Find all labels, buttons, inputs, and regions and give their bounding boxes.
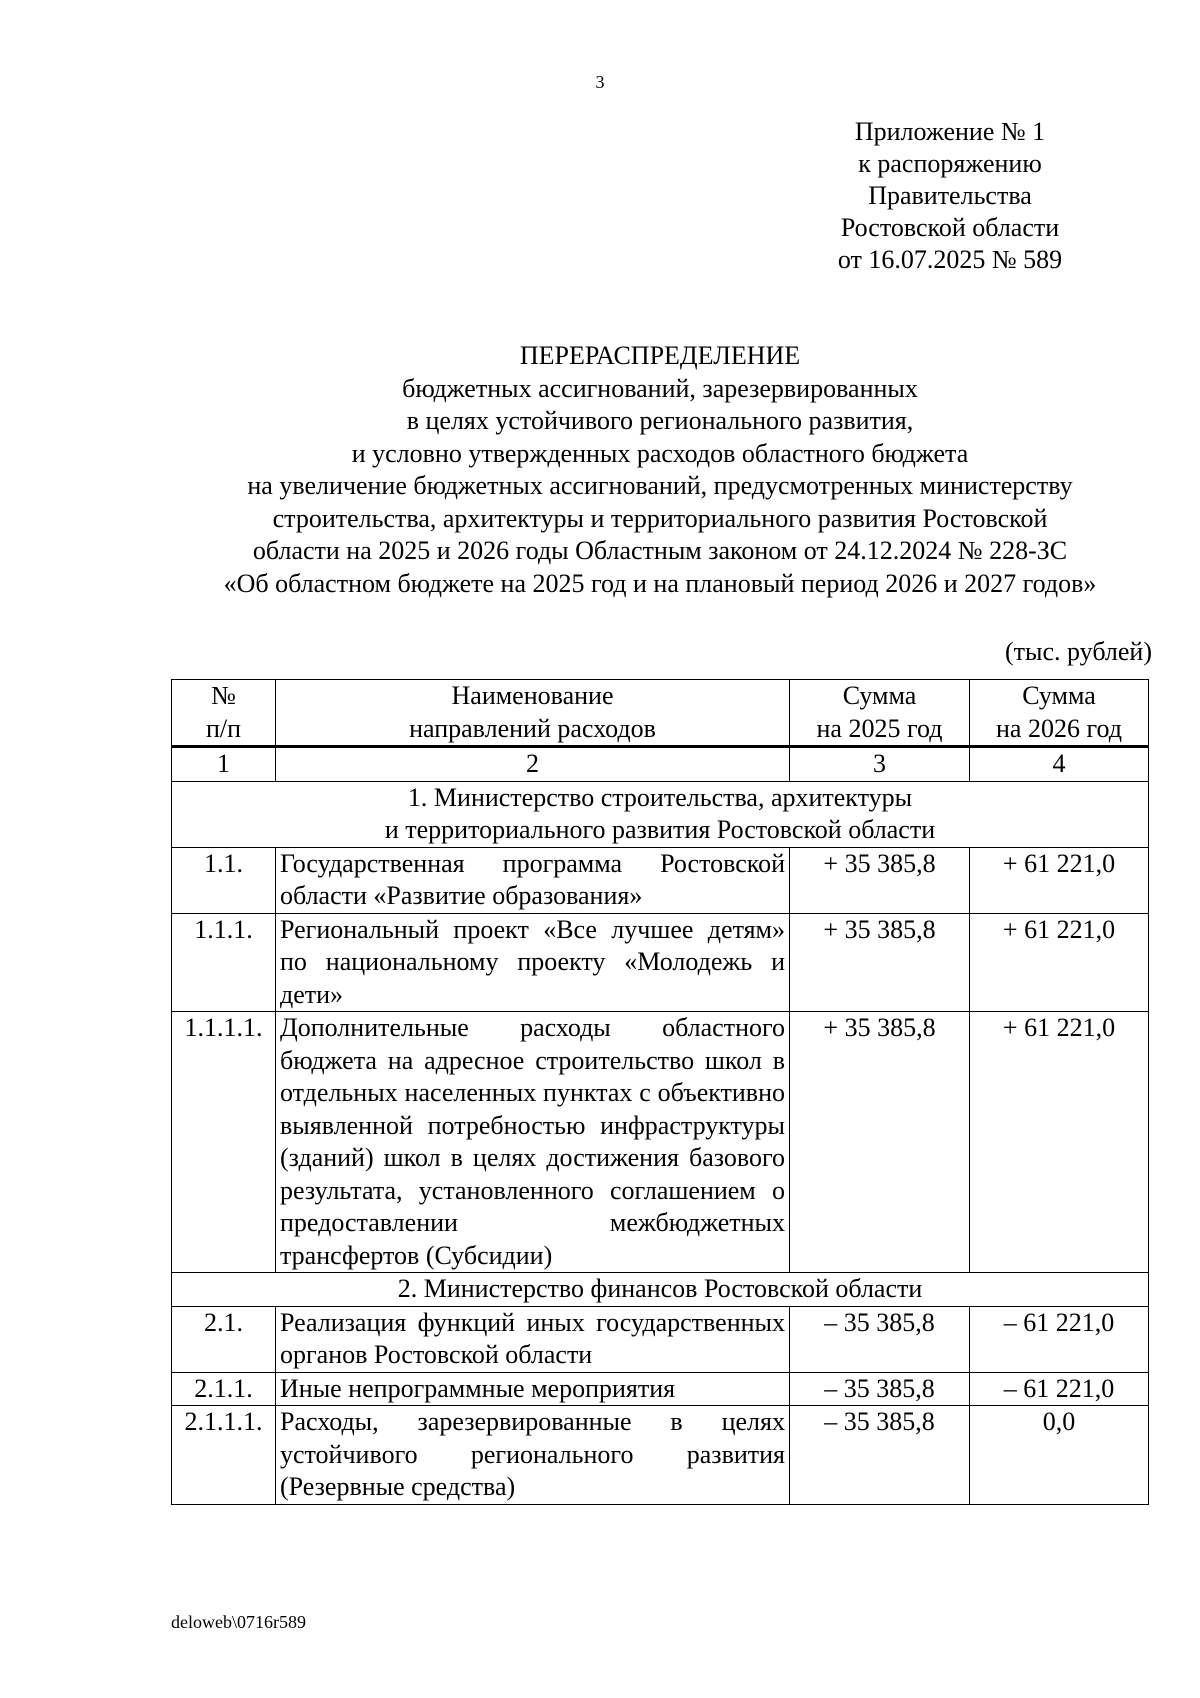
table-row <box>172 847 1149 913</box>
row-sum-2026: 0,0 <box>970 1406 1149 1505</box>
row-sum-2025: – 35 385,8 <box>790 1306 970 1372</box>
row-sum-2025: + 35 385,8 <box>790 847 970 913</box>
appendix-line: Приложение № 1 <box>854 117 1046 146</box>
column-index: 4 <box>970 747 1149 782</box>
row-sum-2026: – 61 221,0 <box>970 1372 1149 1406</box>
header-name: Наименование направлений расходов <box>276 680 790 747</box>
table-row <box>172 1372 1149 1406</box>
table-header-row <box>172 680 1149 747</box>
title-line: области на 2025 и 2026 годы Областным законом от 24.12.2024 № 228-ЗС <box>252 536 1068 565</box>
section-row <box>172 781 1149 847</box>
row-number: 1.1.1.1. <box>172 1012 276 1273</box>
table-row <box>172 1306 1149 1372</box>
appendix-stamp <box>800 116 1100 276</box>
page-number: 3 <box>595 72 605 92</box>
column-index: 2 <box>276 747 790 782</box>
row-sum-2025: + 35 385,8 <box>790 1012 970 1273</box>
column-index: 1 <box>172 747 276 782</box>
header-sum-2025: Сумма на 2025 год <box>790 680 970 747</box>
row-sum-2026: + 61 221,0 <box>970 913 1149 1012</box>
budget-table <box>171 679 1149 1505</box>
row-number: 2.1.1.1. <box>172 1406 276 1505</box>
row-number: 1.1.1. <box>172 913 276 1012</box>
column-index-row <box>172 747 1149 782</box>
section-row <box>172 1273 1149 1307</box>
row-number: 2.1.1. <box>172 1372 276 1406</box>
header-sum-2026: Сумма на 2026 год <box>970 680 1149 747</box>
row-number: 1.1. <box>172 847 276 913</box>
appendix-line: от 16.07.2025 № 589 <box>837 245 1063 274</box>
units-label: (тыс. рублей) <box>1004 637 1152 666</box>
column-index: 3 <box>790 747 970 782</box>
title-line: строительства, архитектуры и территориального развития Ростовской <box>272 503 1048 533</box>
title-line: бюджетных ассигнований, зарезервированных <box>402 373 918 403</box>
row-sum-2025: + 35 385,8 <box>790 913 970 1012</box>
document-code: deloweb\0716r589 <box>171 1612 306 1632</box>
section-title: 2. Министерство финансов Ростовской области <box>172 1273 1149 1307</box>
section-title: 1. Министерство строительства, архитектуры и территориального развития Ростовской области <box>172 781 1149 847</box>
row-name: Региональный проект «Все лучшее детям» по национальному проекту «Молодежь и дети» <box>276 913 790 1012</box>
row-number: 2.1. <box>172 1306 276 1372</box>
title-line: на увеличение бюджетных ассигнований, предусмотренных министерству <box>247 471 1073 500</box>
row-sum-2026: – 61 221,0 <box>970 1306 1149 1372</box>
row-name: Государственная программа Ростовской области «Развитие образования» <box>276 847 790 913</box>
header-num: № п/п <box>172 680 276 747</box>
row-name: Дополнительные расходы областного бюджета на адресное строительство школ в отдельных населенных пунктах с объективно выявленной потребностью инфраструктуры (зданий) школ в целях достижения базового результата, установленного соглашением о предоставлении межбюджетных трансфертов (Субсидии) <box>276 1012 790 1273</box>
row-sum-2025: – 35 385,8 <box>790 1372 970 1406</box>
title-line: «Об областном бюджете на 2025 год и на плановый период 2026 и 2027 годов» <box>223 568 1097 598</box>
title-heading: ПЕРЕРАСПРЕДЕЛЕНИЕ <box>519 341 801 370</box>
row-sum-2026: + 61 221,0 <box>970 1012 1149 1273</box>
row-sum-2025: – 35 385,8 <box>790 1406 970 1505</box>
title-line: и условно утвержденных расходов областного бюджета <box>351 438 969 468</box>
appendix-line: Правительства <box>868 181 1032 210</box>
appendix-line: к распоряжению <box>858 149 1042 178</box>
table-row <box>172 1406 1149 1505</box>
row-name: Иные непрограммные мероприятия <box>276 1372 790 1406</box>
title-line: в целях устойчивого регионального развития, <box>406 406 914 435</box>
document-title <box>130 340 1190 600</box>
row-name: Расходы, зарезервированные в целях устойчивого регионального развития (Резервные средства) <box>276 1406 790 1505</box>
row-name: Реализация функций иных государственных органов Ростовской области <box>276 1306 790 1372</box>
appendix-line: Ростовской области <box>840 213 1060 242</box>
table-row <box>172 913 1149 1012</box>
row-sum-2026: + 61 221,0 <box>970 847 1149 913</box>
table-row <box>172 1012 1149 1273</box>
